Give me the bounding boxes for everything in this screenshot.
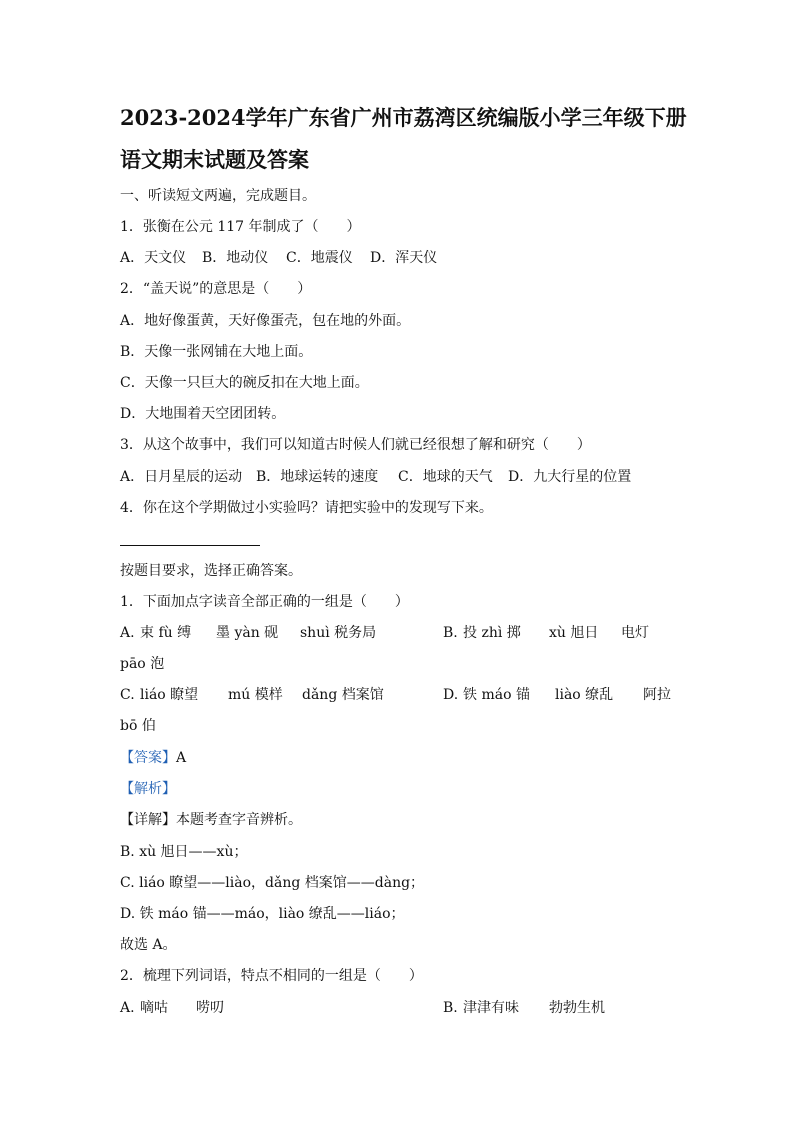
option-c: C．地震仪 xyxy=(286,250,353,266)
answer-tag: 【答案】 xyxy=(120,750,176,766)
option-label: A. xyxy=(120,625,135,641)
word-1: 投 zhì 掷 xyxy=(463,625,521,641)
word-2: liào 缭乱 xyxy=(555,687,614,703)
question-2-option-b: B．天像一张网铺在大地上面。 xyxy=(120,344,313,360)
document-title-line2: 语文期末试题及答案 xyxy=(120,147,309,172)
question-2-option-a: A．地好像蛋黄，天好像蛋壳，包在地的外面。 xyxy=(120,313,411,329)
question-3-options xyxy=(120,467,631,487)
word-2: mú 模样 xyxy=(228,687,283,703)
option-d: D．九大行星的位置 xyxy=(508,469,632,485)
word-1: 津津有味 xyxy=(463,1000,519,1016)
option-b: B．地球运转的速度 xyxy=(256,469,379,485)
option-d-row xyxy=(443,685,671,705)
option-b-continuation: pāo 泡 xyxy=(120,656,165,672)
question-1: 1．张衡在公元 117 年制成了（ ） xyxy=(120,219,361,235)
question-2-2: 2．梳理下列词语，特点不相同的一组是（ ） xyxy=(120,968,423,984)
question-4: 4．你在这个学期做过小实验吗？请把实验中的发现写下来。 xyxy=(120,500,493,516)
document-title-line1: 2023-2024学年广东省广州市荔湾区统编版小学三年级下册 xyxy=(120,105,687,130)
word-3: dǎng 档案馆 xyxy=(302,687,384,703)
word-2: 墨 yàn 砚 xyxy=(216,625,279,641)
analysis-tag: 【解析】 xyxy=(120,781,176,797)
word-2: 勃勃生机 xyxy=(549,1000,605,1016)
conclusion: 故选 A。 xyxy=(120,937,177,953)
word-3: shuì 税务局 xyxy=(300,625,377,641)
option-label: C. xyxy=(120,687,135,703)
word-1: 束 fù 缚 xyxy=(140,625,192,641)
word-2: 唠叨 xyxy=(196,1000,224,1016)
question-2: 2．“盖天说”的意思是（ ） xyxy=(120,281,312,297)
option-b: B．地动仪 xyxy=(202,250,269,266)
word-3: 阿拉 xyxy=(643,687,671,703)
word-1: 嘀咕 xyxy=(140,1000,168,1016)
option-a: A．日月星辰的运动 xyxy=(120,469,243,485)
option-label: B. xyxy=(443,625,458,641)
option-c: C．地球的天气 xyxy=(398,469,493,485)
word-1: 铁 máo 锚 xyxy=(463,687,530,703)
answer-row xyxy=(120,748,186,768)
option-label: B. xyxy=(443,1000,458,1016)
word-3: 电灯 xyxy=(621,625,649,641)
section1-heading: 一、听读短文两遍，完成题目。 xyxy=(120,188,316,204)
option-b-row xyxy=(443,623,649,643)
option-d-continuation: bō 伯 xyxy=(120,718,156,734)
option-a-row xyxy=(120,623,376,643)
option-label: A. xyxy=(120,1000,135,1016)
option-d: D．浑天仪 xyxy=(370,250,438,266)
question-3: 3．从这个故事中，我们可以知道古时候人们就已经很想了解和研究（ ） xyxy=(120,437,591,453)
word-1: liáo 瞭望 xyxy=(140,687,199,703)
option-label: D. xyxy=(443,687,459,703)
question-1-options xyxy=(120,248,437,268)
q2-option-a-row xyxy=(120,998,224,1018)
q2-option-b-row xyxy=(443,998,605,1018)
option-a: A．天文仪 xyxy=(120,250,187,266)
detail-c: C. liáo 瞭望——liào，dǎng 档案馆——dàng； xyxy=(120,875,425,891)
detail-b: B. xù 旭日——xù； xyxy=(120,844,248,860)
question-2-option-c: C．天像一只巨大的碗反扣在大地上面。 xyxy=(120,375,369,391)
detail-text: 【详解】本题考查字音辨析。 xyxy=(120,812,302,828)
answer-value: A xyxy=(176,750,187,766)
word-2: xù 旭日 xyxy=(549,625,599,641)
question-2-option-d: D．大地围着天空团团转。 xyxy=(120,406,286,422)
section2-intro: 按题目要求，选择正确答案。 xyxy=(120,563,302,579)
detail-d: D. 铁 máo 锚——máo，liào 缭乱——liáo； xyxy=(120,906,405,922)
option-c-row xyxy=(120,685,384,705)
answer-line xyxy=(120,545,260,546)
question-2-1: 1．下面加点字读音全部正确的一组是（ ） xyxy=(120,594,409,610)
